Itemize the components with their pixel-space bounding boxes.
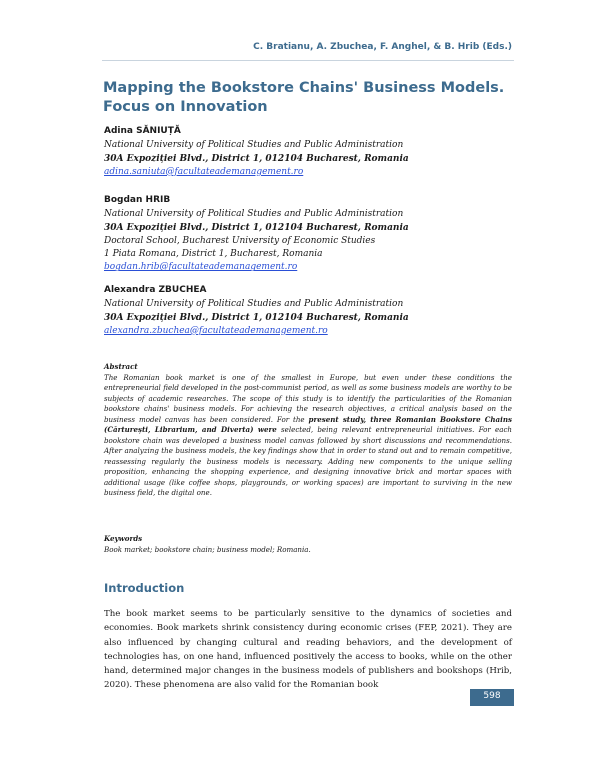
page-number-badge bbox=[470, 689, 514, 706]
author-affiliation: National University of Political Studies and Public Administration bbox=[104, 140, 404, 151]
author-name: Bogdan HRIB bbox=[104, 195, 171, 205]
author-address: 30A Expoziției Blvd., District 1, 012104 Bucharest, Romania bbox=[104, 222, 409, 233]
introduction-heading: Introduction bbox=[104, 581, 185, 595]
title-line-1: Mapping the Bookstore Chains' Business Models. bbox=[103, 80, 505, 96]
author-address: 30A Expoziției Blvd., District 1, 012104 Bucharest, Romania bbox=[104, 153, 409, 164]
keywords-text: Book market; bookstore chain; business model; Romania. bbox=[104, 544, 311, 554]
abstract-body bbox=[104, 373, 512, 499]
abstract-heading: Abstract bbox=[104, 362, 138, 371]
author-email-link[interactable]: adina.saniuta@facultateademanagement.ro bbox=[104, 166, 304, 177]
running-header-editors: C. Bratianu, A. Zbuchea, F. Anghel, & B. Hrib (Eds.) bbox=[253, 42, 512, 52]
title-line-2: Focus on Innovation bbox=[103, 99, 268, 115]
author-affiliation: National University of Political Studies and Public Administration bbox=[104, 299, 404, 310]
author-name: Alexandra ZBUCHEA bbox=[104, 285, 207, 295]
author-affiliation-2: Doctoral School, Bucharest University of Economic Studies bbox=[104, 235, 376, 246]
author-address-2: 1 Piata Romana, District 1, Bucharest, Romania bbox=[104, 249, 323, 260]
abstract-text-bold: present study, three Romanian Bookstore Chains (Cărturești, Librarium, and Diverta) were bbox=[104, 414, 512, 434]
header-divider bbox=[102, 60, 514, 61]
abstract-text-part-1: The Romanian book market is one of the smallest in Europe, but even under these conditions the entrepreneurial field developed in the post-communist period, as well as some business models are worthy to be subjects of academic researches. The scope of this study is to identify the particularities of the Romanian bookstore chains' business models. For achieving the research objectives, a critical analysis based on the business model canvas has been considered. For the bbox=[104, 372, 512, 424]
author-address: 30A Expoziției Blvd., District 1, 012104 Bucharest, Romania bbox=[104, 312, 409, 323]
abstract-text-part-2: selected, being relevant entrepreneurial initiatives. For each bookstore chain was developed a business model canvas followed by short discussions and recommendations. After analyzing the business models, the key findings show that in order to stand out and to remain competitive, reassessing regularly the business models is necessary. Adding new components to the unique selling proposition, enhancing the shopping experience, and designing innovative brick and mortar spaces with additional usage (like coffee shops, playgrounds, or working spaces) are important to surviving in the new business field, the digital one. bbox=[104, 425, 512, 497]
abstract-section bbox=[104, 362, 512, 499]
keywords-heading: Keywords bbox=[104, 534, 143, 543]
author-block-zbuchea bbox=[104, 284, 524, 338]
page-number: 598 bbox=[483, 691, 501, 701]
author-block-hrib bbox=[104, 194, 524, 275]
author-block-saniuta bbox=[104, 125, 524, 179]
paper-title bbox=[103, 79, 523, 117]
author-affiliation: National University of Political Studies and Public Administration bbox=[104, 209, 404, 220]
author-email-link[interactable]: bogdan.hrib@facultateademanagement.ro bbox=[104, 262, 298, 273]
author-email-link[interactable]: alexandra.zbuchea@facultateademanagement.ro bbox=[104, 325, 328, 336]
introduction-paragraph: The book market seems to be particularly sensitive to the dynamics of societies and economies. Book markets shrink consistency during economic crises (FEP, 2021). They are also influenced by changing cultural and reading behaviors, and the development of technologies has, on one hand, influenced positively the access to books, while on the other hand, determined major changes in the business models of publishers and bookshops (Hrib, 2020). These phenomena are also valid for the Romanian book bbox=[104, 609, 512, 691]
author-name: Adina SĂNIUȚĂ bbox=[104, 126, 181, 136]
keywords-section bbox=[104, 534, 512, 555]
